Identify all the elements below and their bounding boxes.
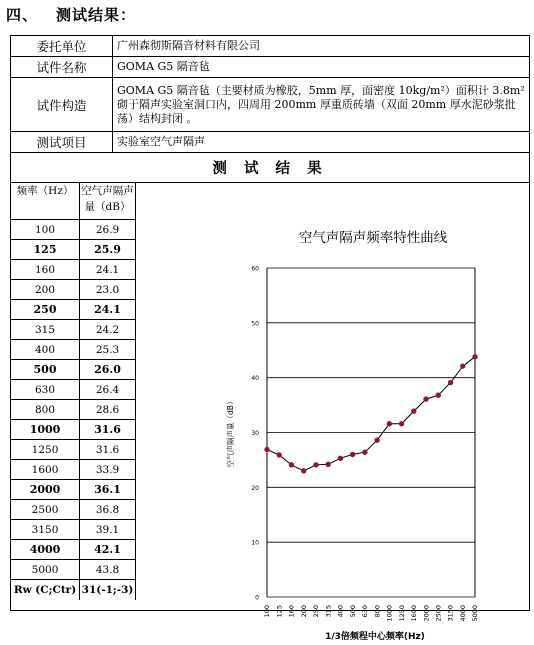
chart-title: 空气声隔声频率特性曲线	[298, 230, 448, 246]
frequency-cell: 630	[11, 380, 80, 400]
table-row	[11, 520, 136, 540]
insulation-cell: 36.1	[80, 480, 136, 500]
x-tick-label: 800	[373, 605, 382, 618]
client-value: 广州森彻斯隔音材料有限公司	[113, 36, 530, 57]
info-row-test-item	[11, 132, 529, 153]
construction-value: GOMA G5 隔音毡（主要材质为橡胶，5mm 厚，面密度 10kg/m²）面积计 3.8m² 砌于隔声实验室洞口内，四周用 200mm 厚重质砖墙（双面 20mm 厚水泥砂浆批荡）结构封闭 。	[113, 78, 530, 132]
data-point	[448, 380, 452, 384]
insulation-cell: 36.8	[80, 500, 136, 520]
x-tick-label: 2500	[434, 605, 443, 622]
data-point	[302, 469, 306, 473]
frequency-cell: 315	[11, 320, 80, 340]
results-title: 测 试 结 果	[11, 156, 529, 183]
data-line	[267, 357, 475, 471]
report-frame	[10, 35, 530, 642]
insulation-cell: 25.3	[80, 340, 136, 360]
insulation-cell: 24.1	[80, 260, 136, 280]
frequency-cell: 1600	[11, 460, 80, 480]
info-row-specimen	[11, 57, 529, 78]
data-point	[363, 450, 367, 454]
frequency-cell: 3150	[11, 520, 80, 540]
results-table	[11, 182, 136, 600]
insulation-cell: 23.0	[80, 280, 136, 300]
x-tick-label: 5000	[471, 605, 480, 622]
results-table-header	[11, 183, 136, 220]
insulation-cell: 25.9	[80, 240, 136, 260]
table-row	[11, 400, 136, 420]
data-point	[412, 409, 416, 413]
data-point	[314, 463, 318, 467]
frequency-cell: 500	[11, 360, 80, 380]
y-tick-label: 50	[251, 320, 259, 328]
insulation-cell: 28.6	[80, 400, 136, 420]
x-tick-label: 630	[361, 605, 370, 618]
insulation-cell: 31.6	[80, 440, 136, 460]
specimen-value: GOMA G5 隔音毡	[113, 57, 530, 78]
results-table-body	[11, 183, 136, 600]
x-tick-label: 200	[299, 605, 308, 618]
table-row	[11, 440, 136, 460]
insulation-header: 空气声隔声量（dB）	[80, 183, 136, 220]
data-point	[387, 422, 391, 426]
data-point	[277, 453, 281, 457]
section-heading	[6, 4, 136, 25]
data-point	[424, 397, 428, 401]
frequency-cell: 160	[11, 260, 80, 280]
rw-label: Rw (C;Ctr)	[11, 580, 80, 600]
frequency-cell: 250	[11, 300, 80, 320]
frequency-cell: 2000	[11, 480, 80, 500]
insulation-cell: 26.9	[80, 220, 136, 240]
x-tick-label: 100	[263, 605, 272, 618]
table-row	[11, 220, 136, 240]
table-row	[11, 420, 136, 440]
data-point	[326, 462, 330, 466]
table-row	[11, 460, 136, 480]
frequency-cell: 2500	[11, 500, 80, 520]
client-label: 委托单位	[11, 36, 113, 57]
insulation-cell: 42.1	[80, 540, 136, 560]
data-point	[375, 438, 379, 442]
table-row	[11, 560, 136, 580]
frequency-cell: 800	[11, 400, 80, 420]
x-tick-label: 1000	[385, 605, 394, 622]
y-tick-label: 30	[251, 430, 259, 437]
table-row	[11, 300, 136, 320]
insulation-cell: 39.1	[80, 520, 136, 540]
x-tick-label: 3150	[446, 605, 455, 622]
table-row	[11, 540, 136, 560]
data-point	[473, 355, 477, 359]
rw-value: 31(-1;-3)	[80, 580, 136, 600]
frequency-cell: 4000	[11, 540, 80, 560]
specimen-label: 试件名称	[11, 57, 113, 78]
frequency-cell: 400	[11, 340, 80, 360]
info-row-client	[11, 36, 529, 57]
x-tick-label: 315	[324, 605, 333, 618]
x-tick-label: 160	[287, 605, 296, 618]
table-row	[11, 320, 136, 340]
construction-label: 试件构造	[11, 78, 113, 132]
insulation-cell: 26.4	[80, 380, 136, 400]
data-point	[399, 422, 403, 426]
data-point	[461, 364, 465, 368]
insulation-cell: 24.2	[80, 320, 136, 340]
y-tick-label: 10	[251, 539, 259, 547]
x-tick-label: 1250	[397, 605, 406, 622]
data-point	[338, 456, 342, 460]
insulation-cell: 31.6	[80, 420, 136, 440]
table-row	[11, 360, 136, 380]
section-title: 测试结果：	[56, 6, 137, 24]
insulation-cell: 33.9	[80, 460, 136, 480]
table-row	[11, 260, 136, 280]
x-axis-label: 1/3倍频程中心频率(Hz)	[325, 632, 425, 642]
section-number: 四、	[6, 6, 39, 24]
frequency-cell: 5000	[11, 560, 80, 580]
table-row	[11, 280, 136, 300]
x-tick-label: 125	[275, 605, 284, 618]
data-point	[289, 463, 293, 467]
x-tick-label: 500	[348, 605, 357, 618]
sound-insulation-chart	[137, 183, 527, 645]
y-tick-label: 20	[251, 484, 259, 492]
frequency-cell: 200	[11, 280, 80, 300]
x-tick-label: 400	[336, 605, 345, 618]
table-row	[11, 340, 136, 360]
y-tick-label: 0	[255, 594, 259, 602]
table-row	[11, 240, 136, 260]
y-axis-label: 空气声隔声量（dB）	[226, 397, 235, 468]
table-row	[11, 380, 136, 400]
x-tick-label: 250	[312, 605, 321, 618]
frequency-cell: 125	[11, 240, 80, 260]
frequency-cell: 1000	[11, 420, 80, 440]
insulation-cell: 43.8	[80, 560, 136, 580]
x-tick-label: 1600	[410, 605, 419, 622]
info-table	[11, 36, 529, 153]
data-point	[436, 393, 440, 397]
insulation-cell: 26.0	[80, 360, 136, 380]
y-tick-label: 40	[251, 375, 259, 383]
frequency-cell: 100	[11, 220, 80, 240]
frequency-cell: 1250	[11, 440, 80, 460]
y-tick-label: 60	[251, 265, 259, 273]
data-point	[350, 452, 354, 456]
table-row	[11, 480, 136, 500]
rw-row	[11, 580, 136, 600]
x-tick-label: 2000	[422, 605, 431, 622]
x-tick-label: 4000	[458, 605, 467, 622]
table-row	[11, 500, 136, 520]
test-item-value: 实验室空气声隔声	[113, 132, 530, 153]
insulation-cell: 24.1	[80, 300, 136, 320]
data-point	[265, 447, 269, 451]
test-item-label: 测试项目	[11, 132, 113, 153]
frequency-header: 频率（Hz）	[11, 183, 80, 220]
info-row-construction	[11, 78, 529, 132]
